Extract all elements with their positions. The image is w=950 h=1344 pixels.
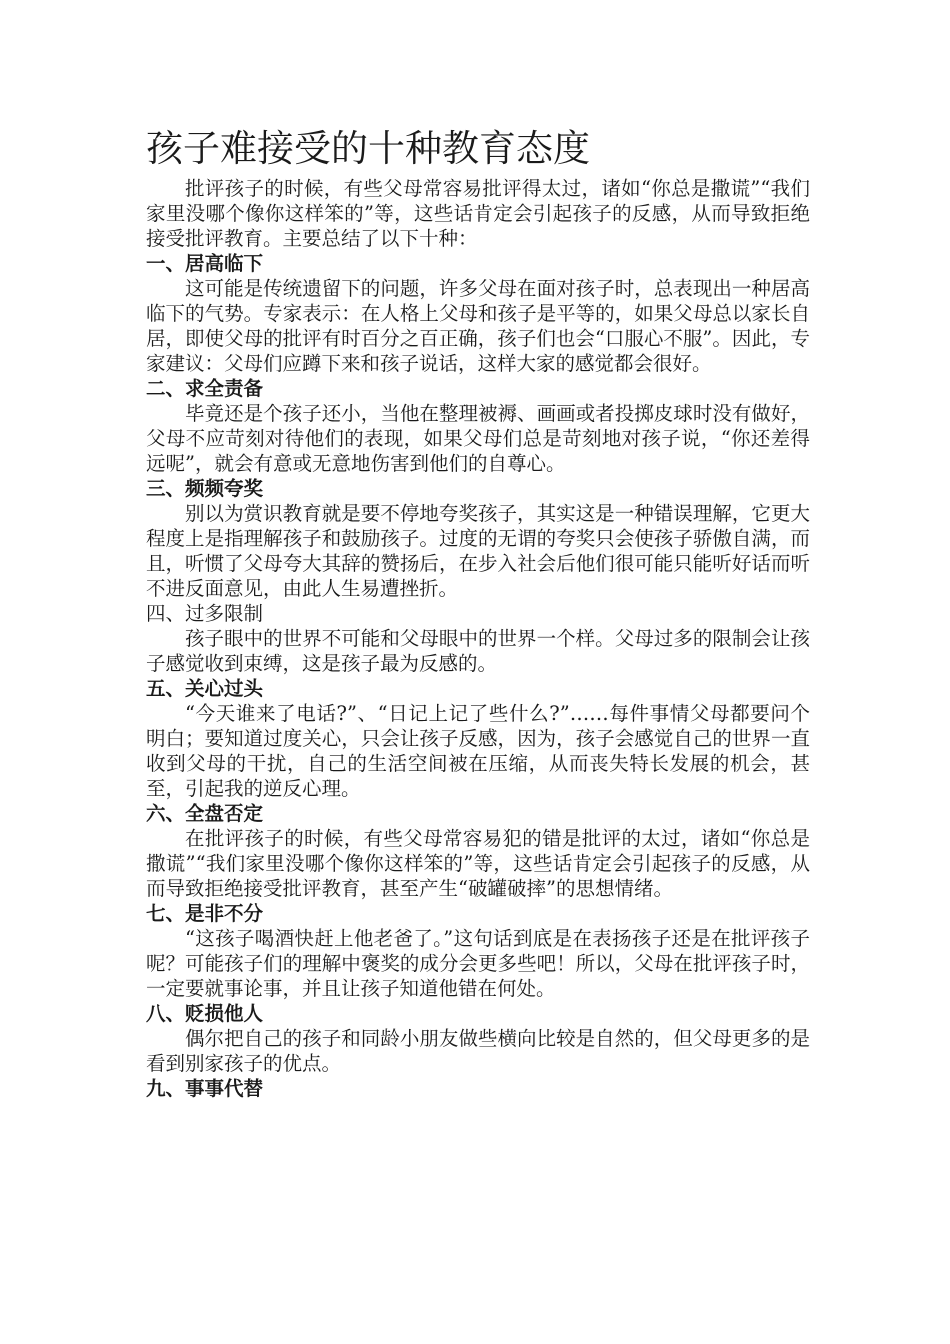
- intro-paragraph: 批评孩子的时候，有些父母常容易批评得太过，诸如“你总是撒谎”“我们家里没哪个像你这样笨的”等，这些话肯定会引起孩子的反感，从而导致拒绝接受批评教育。主要总结了以下十种：: [146, 177, 810, 250]
- section-heading-8: 八、贬损他人: [146, 1002, 264, 1025]
- section-heading-9: 九、事事代替: [146, 1077, 264, 1100]
- section-text-7: “这孩子喝酒快赶上他老爸了。”这句话到底是在表扬孩子还是在批评孩子呢？可能孩子们的理解中褒奖的成分会更多些吧！所以，父母在批评孩子时，一定要就事论事，并且让孩子知道他错在何处。: [146, 927, 810, 1000]
- section-text-4: 孩子眼中的世界不可能和父母眼中的世界一个样。父母过多的限制会让孩子感觉收到束缚，这是孩子最为反感的。: [146, 627, 810, 675]
- section-text-1: 这可能是传统遗留下的问题，许多父母在面对孩子时，总表现出一种居高临下的气势。专家表示：在人格上父母和孩子是平等的，如果父母总以家长自居，即使父母的批评有时百分之百正确，孩子们也会“口服心不服”。因此，专家建议：父母们应蹲下来和孩子说话，这样大家的感觉都会很好。: [146, 277, 810, 375]
- section-text-3: 别以为赏识教育就是要不停地夸奖孩子，其实这是一种错误理解，它更大程度上是指理解孩子和鼓励孩子。过度的无谓的夸奖只会使孩子骄傲自满，而且，听惯了父母夸大其辞的赞扬后，在步入社会后他们很可能只能听好话而听不进反面意见，由此人生易遭挫折。: [146, 502, 810, 600]
- section-heading-5: 五、关心过头: [146, 677, 264, 700]
- section-text-6: 在批评孩子的时候，有些父母常容易犯的错是批评的太过，诸如“你总是撒谎”“我们家里没哪个像你这样笨的”等，这些话肯定会引起孩子的反感，从而导致拒绝接受批评教育，甚至产生“破罐破摔”的思想情绪。: [146, 827, 810, 900]
- section-heading-6: 六、全盘否定: [146, 802, 264, 825]
- document-title: 孩子难接受的十种教育态度: [146, 127, 590, 170]
- section-heading-4: 四、过多限制: [146, 602, 264, 625]
- section-heading-7: 七、是非不分: [146, 902, 264, 925]
- document-page: [146, 124, 810, 1101]
- section-text-8: 偶尔把自己的孩子和同龄小朋友做些横向比较是自然的，但父母更多的是看到别家孩子的优点。: [146, 1027, 810, 1075]
- section-heading-1: 一、居高临下: [146, 252, 264, 275]
- section-heading-3: 三、频频夸奖: [146, 477, 264, 500]
- section-text-5: “今天谁来了电话?”、“日记上记了些什么?”……每件事情父母都要问个明白；要知道过度关心，只会让孩子反感，因为，孩子会感觉自己的世界一直收到父母的干扰，自己的生活空间被在压缩，从而丧失特长发展的机会，甚至，引起我的逆反心理。: [146, 702, 810, 800]
- section-text-2: 毕竟还是个孩子还小，当他在整理被褥、画画或者投掷皮球时没有做好，父母不应苛刻对待他们的表现，如果父母们总是苛刻地对孩子说，“你还差得远呢”，就会有意或无意地伤害到他们的自尊心。: [146, 402, 810, 475]
- section-heading-2: 二、求全责备: [146, 377, 264, 400]
